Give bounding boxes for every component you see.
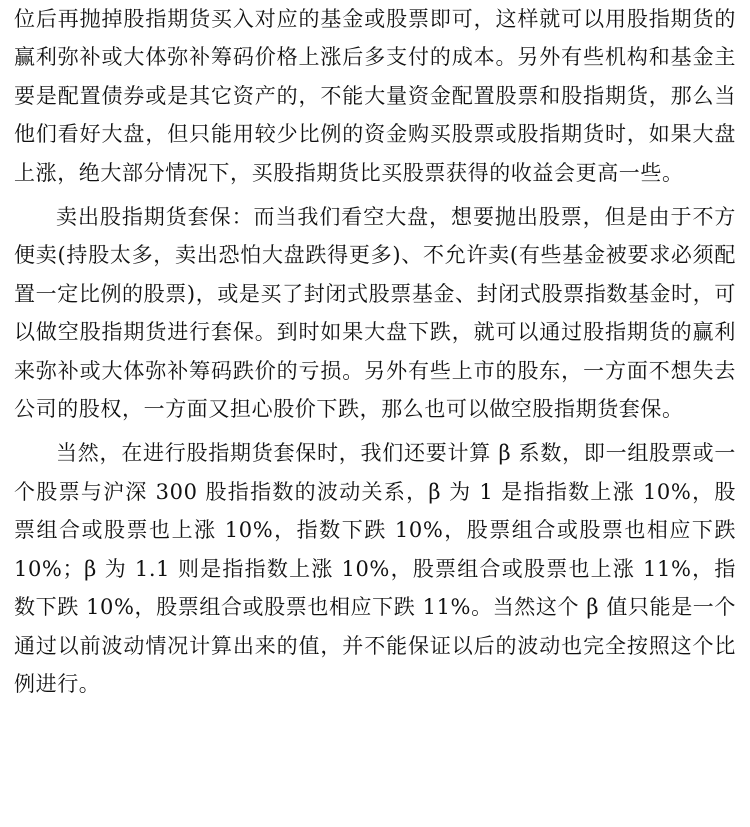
paragraph-beta-coefficient: 当然，在进行股指期货套保时，我们还要计算 β 系数，即一组股票或一个股票与沪深 300 股指指数的波动关系，β 为 1 是指指数上涨 10%，股票组合或股票也上涨 10%，指数下跌 10%，股票组合或股票也相应下跌 10%；β 为 1.1 则是指指数上涨 10%，股票组合或股票也上涨 11%，指数下跌 10%，股票组合或股票也相应下跌 11%。当然这个 β 值只能是一个通过以前波动情况计算出来的值，并不能保证以后的波动也完全按照这个比例进行。 (14, 441, 736, 696)
paragraph-index-futures-sell-hedge: 卖出股指期货套保：而当我们看空大盘，想要抛出股票，但是由于不方便卖(持股太多，卖出恐怕大盘跌得更多)、不允许卖(有些基金被要求必须配置一定比例的股票)，或是买了封闭式股票基金、封闭式股票指数基金时，可以做空股指期货进行套保。到时如果大盘下跌，就可以通过股指期货的赢利来弥补或大体弥补筹码跌价的亏损。另外有些上市的股东，一方面不想失去公司的股权，一方面又担心股价下跌，那么也可以做空股指期货套保。 (14, 205, 736, 422)
paragraph-index-futures-buy-hedge: 位后再抛掉股指期货买入对应的基金或股票即可，这样就可以用股指期货的赢利弥补或大体弥补筹码价格上涨后多支付的成本。另外有些机构和基金主要是配置债券或是其它资产的，不能大量资金配置股票和股指期货，那么当他们看好大盘，但只能用较少比例的资金购买股票或股指期货时，如果大盘上涨，绝大部分情况下，买股指期货比买股票获得的收益会更高一些。 (14, 7, 736, 185)
document-page (14, 0, 736, 827)
